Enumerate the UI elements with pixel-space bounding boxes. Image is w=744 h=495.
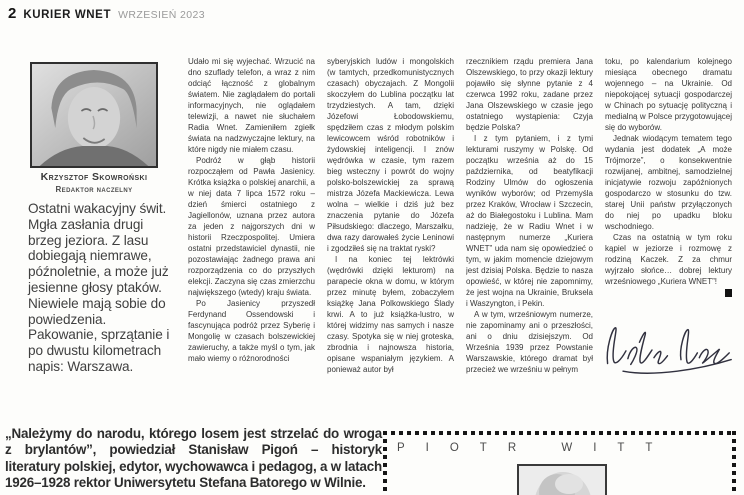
page-number: 2 — [8, 5, 17, 22]
feature-author-photo — [517, 464, 607, 495]
lede-quote: „Należymy do narodu, którego losem jest strzelać do wroga z brylantów”, powiedział Stanisław Pigoń – historyk literatury polskiej, edytor, wychowawca i pedagog, a w latach 1926–1928 rektor Uniwersytetu Stefana Batorego w Wilnie. — [5, 426, 382, 490]
paragraph: syberyjskich ludów i mongolskich (w tamtych, przedkomunistycznych czasach) obyczajach. Z Mongolii skoczyłem do Lublina początku lat trzydziestych. A tam, dzięki Józefowi Łobodowskiemu, spędziłem czas z młodym polskim lewicowcem wśród robotników i żydowskiej inteligencji. I znów wędrówka w czasie, tym razem bieg wsteczny i powrót do wojny polsko-bolszewickiej za sprawą mistrza Józefa Mackiewicza. Lewa wolna – wielkie i dziś już bez znaczenia pytanie do Józefa Piłsudskiego: dlaczego, Marszałku, dwa razy darowałeś życie Leninowi i zgodziłeś się na traktat ryski? — [327, 57, 454, 253]
paragraph: Czas na ostatnią w tym roku kąpiel w jeziorze i rozmowę z rodziną Kaczek. Z za chmur wyjrzało słońce… dobrej lektury wrześniowego „Kuriera WNET”! — [605, 233, 732, 286]
issue-date: WRZESIEŃ 2023 — [118, 9, 205, 21]
paragraph: rzecznikiem rządu premiera Jana Olszewskiego, to przy okazji lektury pojawiło się słynne pytanie z 4 czerwca 1992 roku, zadane przez Jana Olszewskiego w czasie jego ostatniego wystąpienia: Czyja będzie Polska? — [466, 57, 593, 132]
paragraph: I z tym pytaniem, i z tymi lekturami ruszymy w Polskę. Od początku września aż do 15 października, od beatyfikacji Rodziny Ulmów do ogłoszenia wyników wyborów; od Przemyśla przez Kraków, Wrocław i Szczecin, aż do Białegostoku i Lublina. Mam nadzieję, że w Radiu Wnet i w następnym numerze „Kuriera WNET” uda nam się opowiedzieć o tym, w jakim momencie dziejowym jest dzisiaj Polska. Będzie to nasza opowieść, w której nie zapomnimy, że jest wojna na Ukrainie, Bruksela i Waszyngton, i Pekin. — [466, 134, 593, 308]
author-portrait-image — [32, 64, 156, 166]
feature-author-name: PIOTR WITT — [397, 442, 674, 454]
dotted-border-left — [383, 431, 387, 495]
author-signature — [596, 316, 736, 382]
paragraph: Podróż w głąb historii rozpocząłem od Pawła Jasienicy. Krótka książka o polskiej anarchii, a w niej data 7 lipca 1572 roku – dzień śmierci ostatniego z Jagiellonów, uznana przez autora za jeden z najgorszych dni w historii Rzeczpospolitej. Umiera ostatni przedstawiciel dynastii, nie pozostawiając żadnego prawa ani rozporządzenia co do przyszłych elekcji. Zaczyna się czas zmierzchu największego (wtedy) kraju świata. — [188, 156, 315, 297]
signature-image — [596, 316, 736, 382]
paragraph: Jednak wiodącym tematem tego wydania jest dodatek „A może Trójmorze”, o konsekwentnie rozwijanej, ambitnej, samodzielnej inicjatywie rozwoju zapóźnionych gospodarczo w stosunku do tzw. starej Unii państw przyłączonych do niej po upadku bloku wschodniego. — [605, 134, 732, 231]
masthead — [8, 5, 205, 22]
end-of-article-icon — [725, 289, 732, 297]
end-mark-row — [605, 289, 732, 300]
author-photo — [30, 62, 158, 168]
editorial-column-2 — [327, 56, 454, 422]
editorial-column-1 — [188, 56, 315, 422]
paragraph: Udało mi się wyjechać. Wrzucić na dno szuflady telefon, a wraz z nim odciąć łączność z globalnym światem. Nie zaglądałem do portali informacyjnych, nie oglądałem telewizji, a nawet nie słuchałem Radia Wnet. Zamieniłem zgiełk świata na nadzwyczajne lektury, na które nigdy nie miałem czasu. — [188, 57, 315, 154]
editorial-intro: Ostatni wakacyjny świt. Mgła zasłania drugi brzeg jeziora. Z lasu dobiegają niemrawe, późnoletnie, a może już jesienne głosy ptaków. Niewiele mają sobie do powiedzenia. Pakowanie, sprzątanie i po dwustu kilometrach napis: Warszawa. — [28, 201, 170, 374]
masthead-title: KURIER WNET — [23, 9, 112, 21]
dotted-border-top — [383, 431, 736, 435]
paragraph: toku, po kalendarium kolejnego miesiąca obecnego dramatu wojennego – na Ukrainie. Od niepokojącej sytuacji gospodarczej w Chinach po sytuację polityczną i medialną w Polsce przygotowującej się do wyborów. — [605, 57, 732, 132]
author-name: Krzysztof Skowroński — [40, 171, 148, 183]
dotted-border-right — [732, 431, 736, 495]
author-role: Redaktor naczelny — [55, 185, 133, 194]
paragraph: I na koniec tej lektrówki (wędrówki dzięki lekturom) na parapecie okna w domu, w którym przez minutę byłem, zobaczyłem książkę Jana Polkowskiego Ślady krwi. A to już książka-lustro, w której widzimy nas samych i nasze czasy. Spotyka się w niej groteska, zbrodnia i najnowsza historia, opisane wspaniałym językiem. A ponieważ autor był — [327, 255, 454, 374]
feature-portrait-image — [519, 466, 605, 495]
feature-box — [383, 431, 736, 495]
paragraph: Po Jasienicy przyszedł Ferdynand Ossendowski i fascynująca podróż przez Syberię i Mongolię w czasach bolszewickiej zawieruchy, a także myśl o tym, jak mało wiemy o różnorodności — [188, 299, 315, 363]
editorial-column-3 — [466, 56, 593, 422]
paragraph: A w tym, wrześniowym numerze, nie zapominamy ani o przeszłości, ani o dniu dzisiejszym. Od Września 1939 przez Powstanie Warszawskie, którego dramat był przecież we wrześniu w pełnym — [466, 310, 593, 374]
